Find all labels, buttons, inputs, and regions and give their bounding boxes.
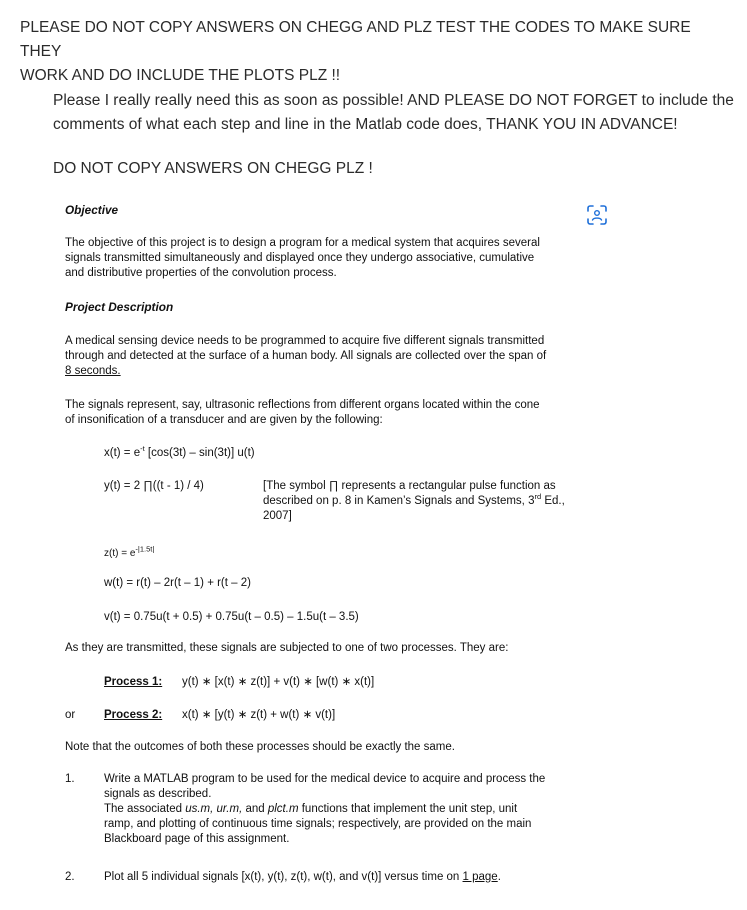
equation-x [104, 446, 255, 461]
note-line: 2007] [263, 510, 292, 522]
note-text: described on p. 8 in Kamen’s Signals and Systems, 3 [263, 495, 535, 507]
item-1-number: 1. [65, 773, 75, 785]
signals-paragraph [65, 398, 585, 428]
item-1-text-part: and [242, 803, 268, 815]
project-line: through and detected at the surface of a human body. All signals are collected over the span of [65, 350, 547, 362]
eq-z-exponent: -|1.5t| [135, 544, 155, 554]
item-1-text [104, 772, 584, 847]
question-header [20, 16, 730, 88]
scan-text-icon[interactable] [586, 204, 608, 226]
warning-text: DO NOT COPY ANSWERS ON CHEGG PLZ ! [53, 160, 373, 177]
note-same-outcome: Note that the outcomes of both these processes should be exactly the same. [65, 741, 455, 753]
signals-line: The signals represent, say, ultrasonic reflections from different organs located within the cone [65, 399, 540, 411]
project-line: A medical sensing device needs to be programmed to acquire five different signals transmitted [65, 335, 545, 347]
request-text [53, 89, 743, 137]
request-line-2: comments of what each step and line in the Matlab code does, THANK YOU IN ADVANCE! [53, 116, 678, 133]
signals-line: of insonification of a transducer and are given by the following: [65, 414, 383, 426]
item-1-line [104, 802, 584, 817]
equation-y: y(t) = 2 ∏((t - 1) / 4) [104, 480, 204, 492]
project-line: 8 seconds. [65, 365, 121, 377]
item-1-text-part: The associated [104, 803, 186, 815]
item-2-text [104, 870, 584, 885]
eq-x-exponent: -t [140, 444, 145, 454]
equation-w: w(t) = r(t) – 2r(t – 1) + r(t – 2) [104, 577, 251, 589]
equation-z [104, 546, 154, 561]
project-heading: Project Description [65, 300, 174, 314]
process1-equation: y(t) ∗ [x(t) ∗ z(t)] + v(t) ∗ [w(t) ∗ x(t)] [182, 676, 375, 688]
eq-x-rest: [cos(3t) – sin(3t)] u(t) [144, 447, 255, 459]
objective-paragraph [65, 236, 585, 281]
header-line-2: WORK AND DO INCLUDE THE PLOTS PLZ !! [20, 67, 341, 84]
eq-x-main: x(t) = e [104, 447, 141, 459]
item-1-filenames: us.m, ur.m, [185, 803, 243, 815]
header-line-1: PLEASE DO NOT COPY ANSWERS ON CHEGG AND PLZ TEST THE CODES TO MAKE SURE THEY [20, 19, 691, 60]
or-label: or [65, 709, 76, 721]
objective-line: signals transmitted simultaneously and displayed once they undergo associative, cumulative [65, 252, 535, 264]
item-1-line: ramp, and plotting of continuous time signals; respectively, are provided on the main [104, 818, 532, 830]
item-1-text-part: functions that implement the unit step, unit [298, 803, 518, 815]
request-line-1: Please I really really need this as soon as possible! AND PLEASE DO NOT FORGET to include the [53, 92, 734, 109]
note-text-end: Ed., [541, 495, 565, 507]
pulse-note [263, 479, 593, 524]
objective-line: and distributive properties of the convolution process. [65, 267, 337, 279]
project-paragraph [65, 334, 585, 379]
item-2-end: . [497, 871, 501, 883]
objective-heading: Objective [65, 203, 119, 217]
note-superscript: rd [534, 492, 542, 502]
item-2-underlined: 1 page [462, 871, 498, 883]
item-1-line: signals as described. [104, 788, 212, 800]
process2-equation: x(t) ∗ [y(t) ∗ z(t) + w(t) ∗ v(t)] [182, 709, 336, 721]
equation-v: v(t) = 0.75u(t + 0.5) + 0.75u(t – 0.5) – 1.5u(t – 3.5) [104, 611, 359, 623]
item-2-main: Plot all 5 individual signals [x(t), y(t), z(t), w(t), and v(t)] versus time on [104, 871, 463, 883]
objective-line: The objective of this project is to design a program for a medical system that acquires several [65, 237, 540, 249]
note-line: [The symbol ∏ represents a rectangular pulse function as [263, 480, 556, 492]
item-1-line: Write a MATLAB program to be used for the medical device to acquire and process the [104, 773, 546, 785]
process2-label: Process 2: [104, 709, 163, 721]
item-2-number: 2. [65, 871, 75, 883]
item-1-line: Blackboard page of this assignment. [104, 833, 290, 845]
eq-z-main: z(t) = e [104, 548, 136, 559]
note-line [263, 494, 593, 509]
processes-intro: As they are transmitted, these signals are subjected to one of two processes. They are: [65, 642, 509, 654]
process1-label: Process 1: [104, 676, 163, 688]
item-1-filename: plct.m [267, 803, 299, 815]
